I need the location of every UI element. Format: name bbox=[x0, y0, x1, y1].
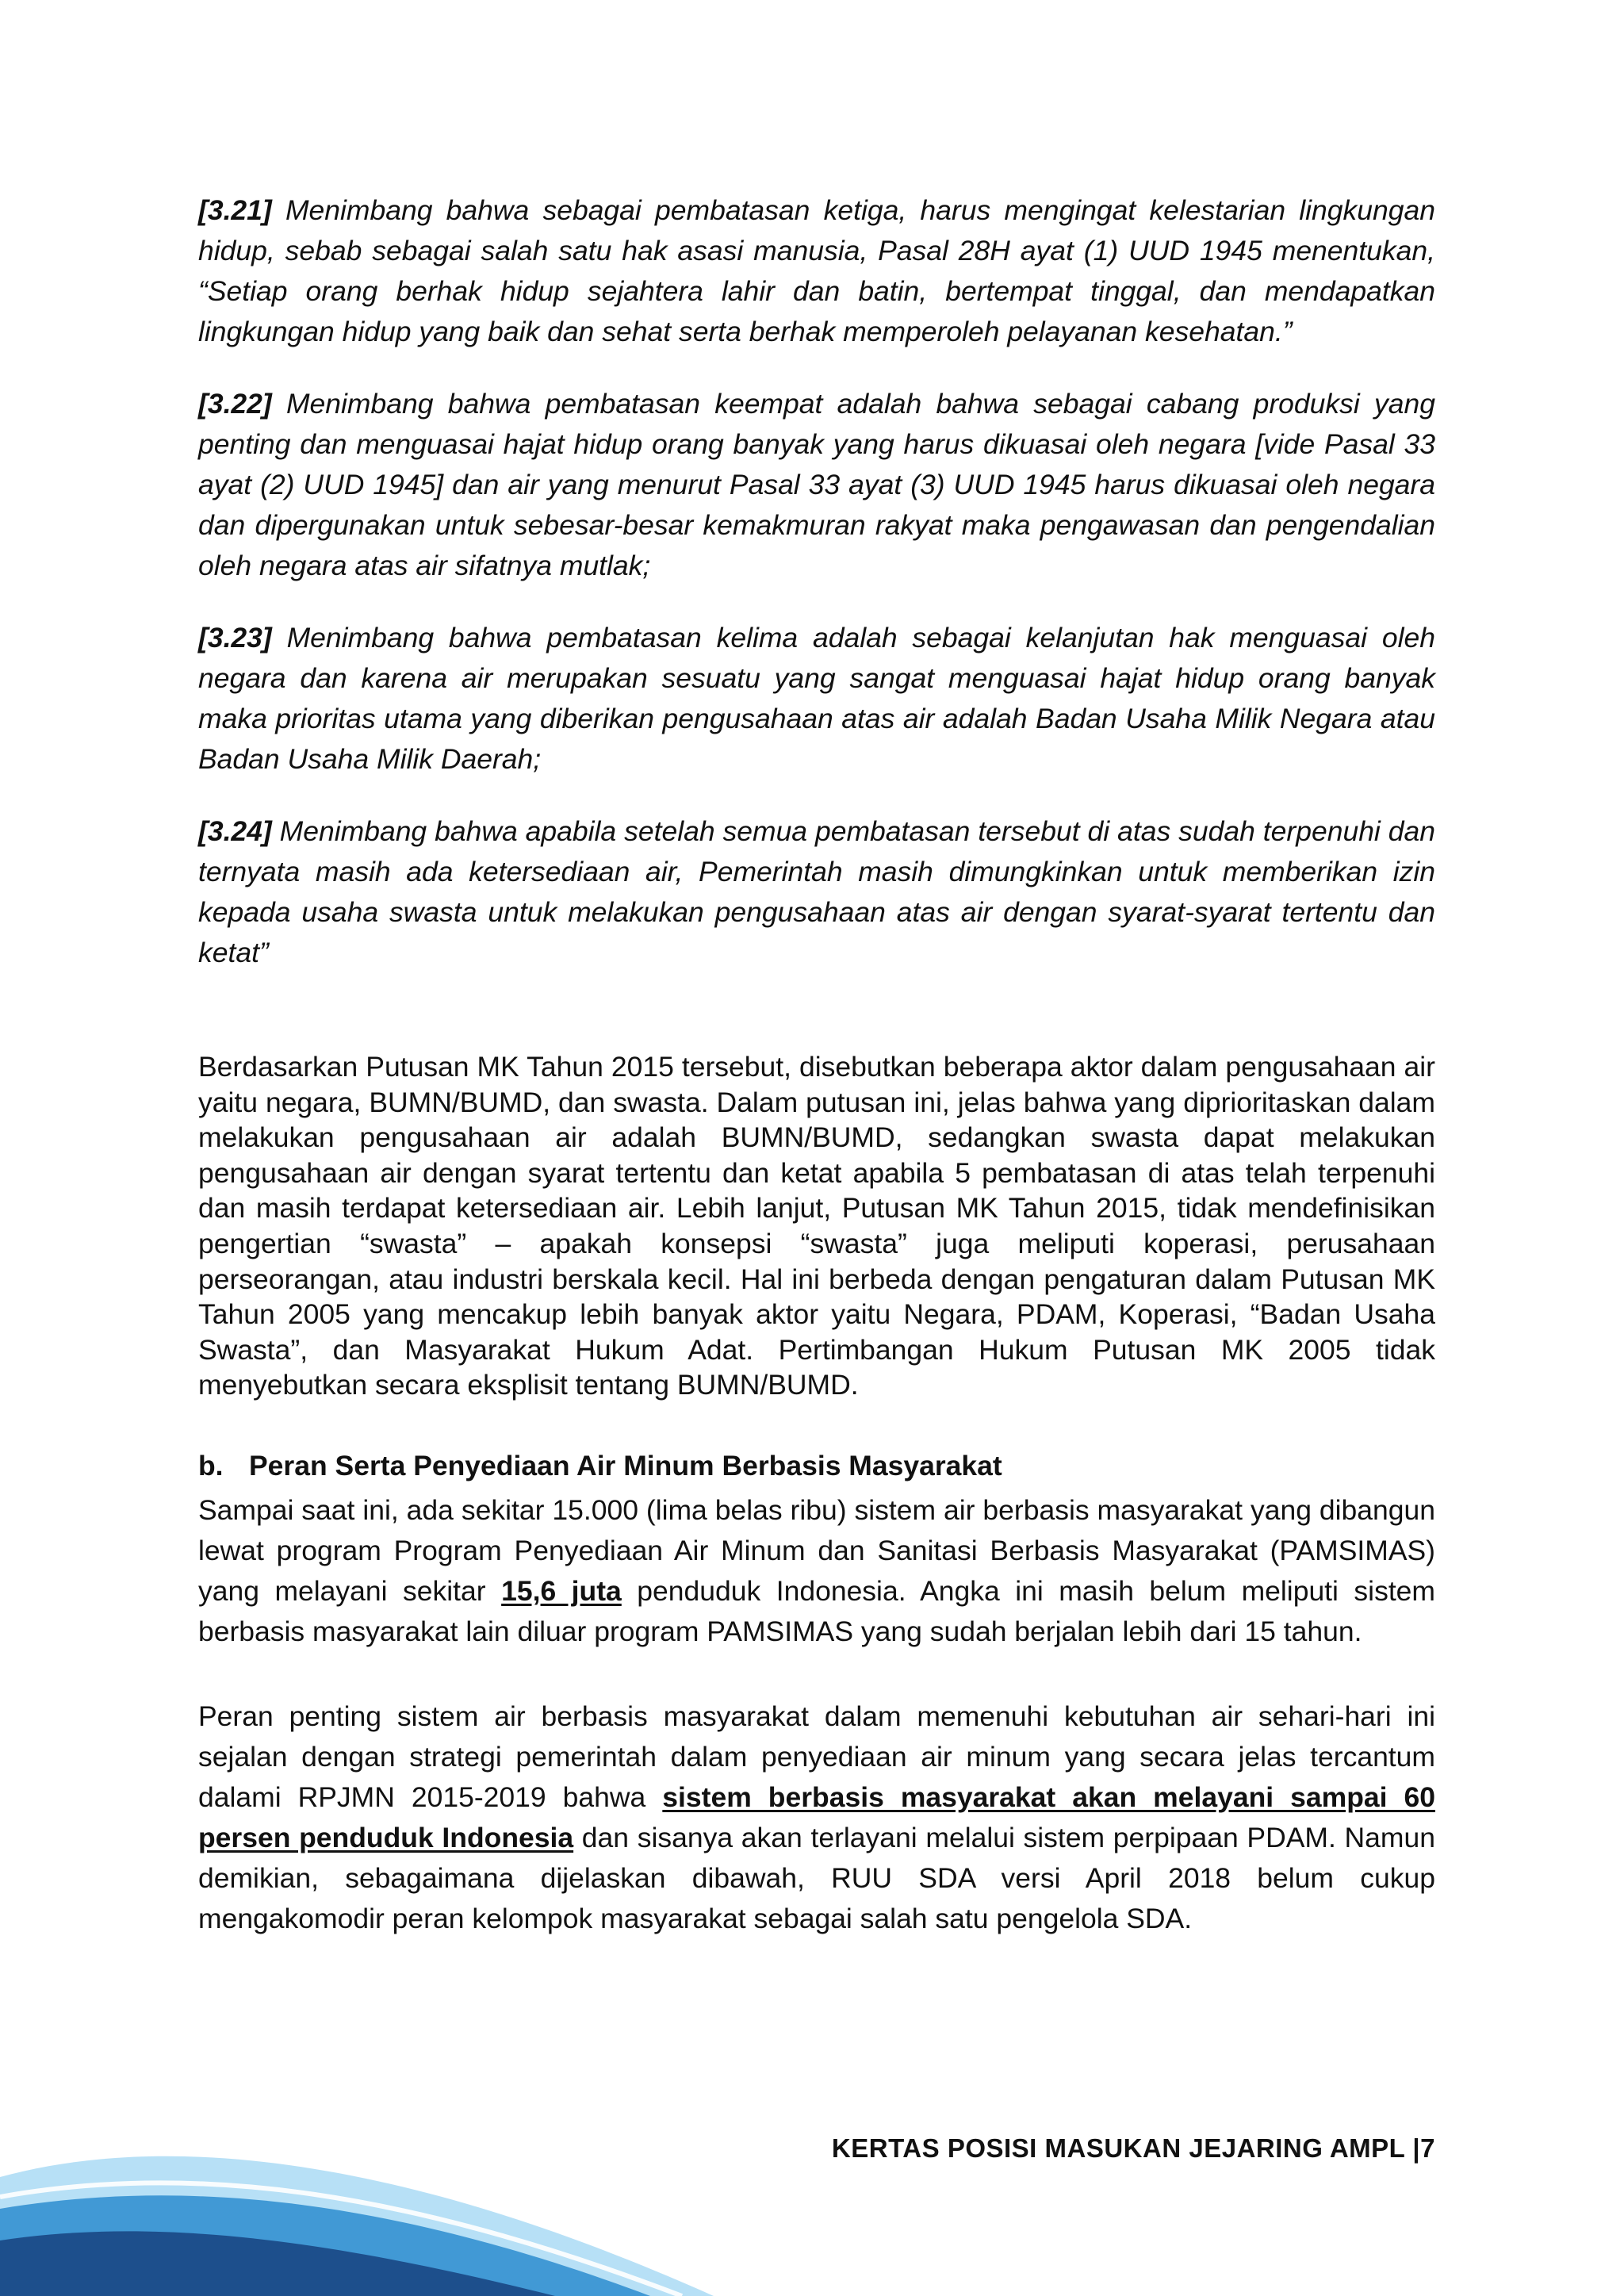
document-body bbox=[198, 190, 1435, 1984]
section-marker: b. bbox=[198, 1449, 224, 1481]
quote-number: [3.23] bbox=[198, 622, 272, 654]
text-run: dan sisanya akan terlayani melalui sistem perpipaan PDAM. Namun demikian, sebagaimana dijelaskan dibawah, RUU SDA versi April 2018 belum cukup mengakomodir peran kelompok masyarakat sebagai salah satu pengelola SDA. bbox=[198, 1821, 1435, 1934]
quote-3-23 bbox=[198, 618, 1435, 780]
text-run: penduduk Indonesia. Angka ini masih belum meliputi sistem berbasis masyarakat lain diluar program PAMSIMAS yang sudah berjalan lebih dari 15 tahun. bbox=[198, 1574, 1435, 1647]
page-footer: KERTAS POSISI MASUKAN JEJARING AMPL |7 bbox=[831, 2133, 1435, 2163]
text-run: Sampai saat ini, ada sekitar 15.000 (lima belas ribu) sistem air berbasis masyarakat yang dibangun lewat program Program Penyediaan Air Minum dan Sanitasi Berbasis Masyarakat (PAMSIMAS) yang melayani sekitar bbox=[198, 1493, 1435, 1607]
wave-decoration bbox=[0, 2010, 714, 2296]
text-run: Peran penting sistem air berbasis masyarakat dalam memenuhi kebutuhan air sehari-hari ini sejalan dengan strategi pemerintah dalam penyediaan air minum yang secara jelas tercantum dalami RPJMN 2015-2019 bahwa bbox=[198, 1700, 1435, 1813]
emphasis-60-persen: sistem berbasis masyarakat akan melayani sampai 60 persen penduduk Indonesia bbox=[198, 1780, 1435, 1853]
quote-3-21 bbox=[198, 190, 1435, 352]
section-heading-b bbox=[198, 1446, 1435, 1485]
emphasis-15-6-juta: 15,6 juta bbox=[501, 1574, 622, 1607]
quote-3-24 bbox=[198, 811, 1435, 973]
paragraph-putusan-mk: Berdasarkan Putusan MK Tahun 2015 tersebut, disebutkan beberapa aktor dalam pengusahaan air yaitu negara, BUMN/BUMD, dan swasta. Dalam putusan ini, jelas bahwa yang diprioritaskan dalam melakukan pengusahaan air adalah BUMN/BUMD, sedangkan swasta dapat melakukan pengusahaan air dengan syarat tertentu dan ketat apabila 5 pembatasan di atas telah terpenuhi dan masih terdapat ketersediaan air. Lebih lanjut, Putusan MK Tahun 2015, tidak mendefinisikan pengertian “swasta” – apakah konsepsi “swasta” juga meliputi koperasi, perusahaan perseorangan, atau industri berskala kecil. Hal ini berbeda dengan pengaturan dalam Putusan MK Tahun 2005 yang mencakup lebih banyak aktor yaitu Negara, PDAM, Koperasi, “Badan Usaha Swasta”, dan Masyarakat Hukum Adat. Pertimbangan Hukum Putusan MK 2005 tidak menyebutkan secara eksplisit tentang BUMN/BUMD. bbox=[198, 1051, 1435, 1401]
quote-text: Menimbang bahwa sebagai pembatasan ketiga, harus mengingat kelestarian lingkungan hidup, sebab sebagai salah satu hak asasi manusia, Pasal 28H ayat (1) UUD 1945 menentukan, “Setiap orang berhak hidup sejahtera lahir dan batin, bertempat tinggal, dan mendapatkan lingkungan hidup yang baik dan sehat serta berhak memperoleh pelayanan kesehatan.” bbox=[198, 194, 1435, 347]
section-title: Peran Serta Penyediaan Air Minum Berbasis Masyarakat bbox=[249, 1449, 1002, 1481]
quote-text: Menimbang bahwa pembatasan keempat adalah bahwa sebagai cabang produksi yang penting dan menguasai hajat hidup orang banyak yang harus dikuasai oleh negara [vide Pasal 33 ayat (2) UUD 1945] dan air yang menurut Pasal 33 ayat (3) UUD 1945 harus dikuasai oleh negara dan dipergunakan untuk sebesar-besar kemakmuran rakyat maka pengawasan dan pengendalian oleh negara atas air sifatnya mutlak; bbox=[198, 388, 1435, 581]
quote-number: [3.22] bbox=[198, 388, 272, 420]
quote-3-22 bbox=[198, 384, 1435, 586]
paragraph-rpjmn bbox=[198, 1696, 1435, 1939]
quote-text: Menimbang bahwa pembatasan kelima adalah sebagai kelanjutan hak menguasai oleh negara dan karena air merupakan sesuatu yang sangat menguasai hajat hidup orang banyak maka prioritas utama yang diberikan pengusahaan atas air adalah Badan Usaha Milik Negara atau Badan Usaha Milik Daerah; bbox=[198, 622, 1435, 775]
quote-text: Menimbang bahwa apabila setelah semua pembatasan tersebut di atas sudah terpenuhi dan ternyata masih ada ketersediaan air, Pemerintah masih dimungkinkan untuk memberikan izin kepada usaha swasta untuk melakukan pengusahaan atas air dengan syarat-syarat tertentu dan ketat” bbox=[198, 815, 1435, 968]
quote-number: [3.24] bbox=[198, 815, 272, 847]
paragraph-pamsimas bbox=[198, 1490, 1435, 1652]
quote-number: [3.21] bbox=[198, 194, 272, 226]
